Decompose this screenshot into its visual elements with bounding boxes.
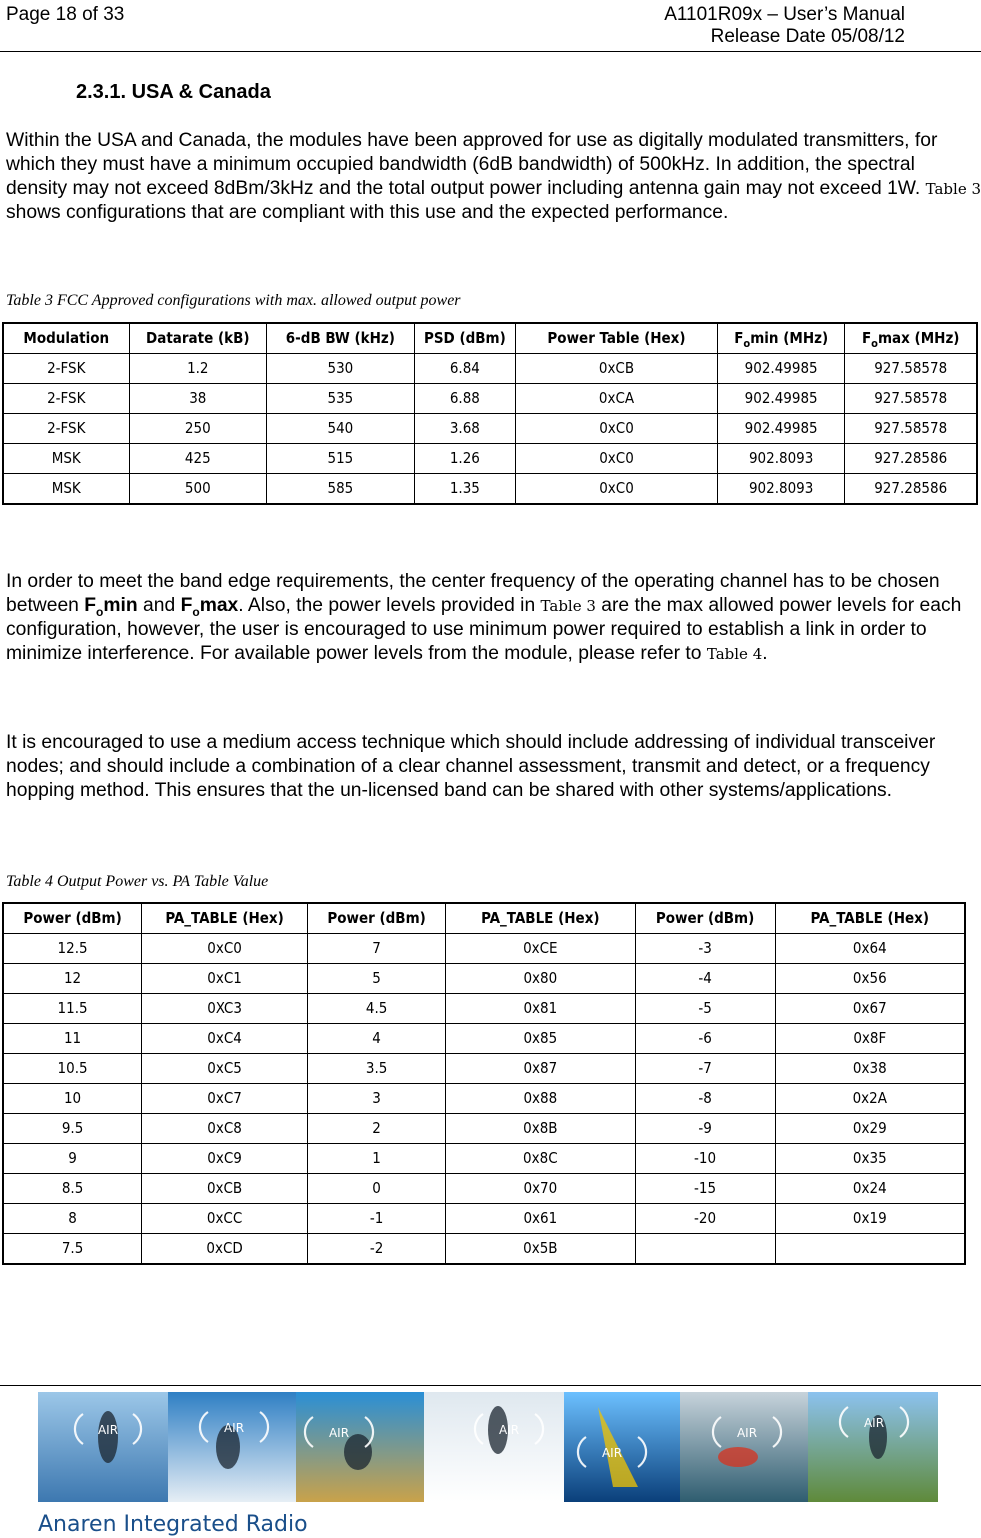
table-row: [3, 414, 977, 444]
text-part: .: [762, 643, 768, 664]
table-cell: 902.49985: [717, 414, 845, 444]
table-row: [3, 444, 977, 474]
table-row: [3, 964, 965, 994]
table-cell: 0: [308, 1174, 446, 1204]
table-header-cell: [717, 323, 845, 354]
table-cell: 0x64: [775, 934, 965, 964]
table-cell: 11.5: [3, 994, 142, 1024]
table-cell: 0xC4: [142, 1024, 308, 1054]
document-title: A1101R09x – User’s Manual: [664, 4, 905, 25]
table-row: [3, 1144, 965, 1174]
table-row: [3, 1234, 965, 1265]
table-cell: 515: [267, 444, 415, 474]
table-cell: 0x29: [775, 1114, 965, 1144]
table-cell: 927.58578: [845, 354, 977, 384]
table-header-cell: PA_TABLE (Hex): [446, 903, 635, 934]
table-cell: -10: [635, 1144, 775, 1174]
mac-paragraph: It is encouraged to use a medium access technique which should include addressing of individual transceiver nodes; and should include a combination of a clear channel assessment, transmit and detect, or a frequency hopping method. This ensures that the un-licensed band can be shared with other systems/applications.: [6, 732, 936, 801]
fmax-label: max (MHz): [877, 329, 960, 347]
air-badge: AIR: [223, 1421, 245, 1435]
intro-text-tail: shows configurations that are compliant with this use and the expected performance.: [6, 202, 729, 223]
table-cell: 902.8093: [717, 444, 845, 474]
table-cell: 0xC1: [142, 964, 308, 994]
table-cell: 585: [267, 474, 415, 505]
air-badge: AIR: [736, 1426, 758, 1440]
table-cell: -2: [308, 1234, 446, 1265]
table-cell: 0x70: [446, 1174, 635, 1204]
table-cell: 8.5: [3, 1174, 142, 1204]
table-cell: 8: [3, 1204, 142, 1234]
table-cell: 902.8093: [717, 474, 845, 505]
table-cell: -20: [635, 1204, 775, 1234]
table-cell: 2-FSK: [3, 354, 129, 384]
fmin-label: min (MHz): [750, 329, 829, 347]
table-header-cell: [845, 323, 977, 354]
table-cell: 500: [129, 474, 267, 505]
table-cell: [775, 1234, 965, 1265]
table-cell: 1.26: [414, 444, 515, 474]
table-cell: 425: [129, 444, 267, 474]
table-cell: 540: [267, 414, 415, 444]
table-cell: 12.5: [3, 934, 142, 964]
table-cell: 9: [3, 1144, 142, 1174]
table-cell: 0x8B: [446, 1114, 635, 1144]
air-badge: AIR: [601, 1446, 623, 1460]
freq-subscript: o: [871, 337, 878, 350]
text-part: . Also, the power levels provided in: [238, 595, 541, 616]
freq-subscript: o: [743, 337, 751, 350]
table-cell: -7: [635, 1054, 775, 1084]
table-header-cell: Power (dBm): [308, 903, 446, 934]
text-part: and: [137, 595, 181, 616]
table-cell: 0x35: [775, 1144, 965, 1174]
table-cell: 0xC9: [142, 1144, 308, 1174]
table-cell: 927.58578: [845, 414, 977, 444]
table-row: [3, 1114, 965, 1144]
section-title: 2.3.1. USA & Canada: [76, 81, 271, 103]
table-cell: 0xC0: [516, 474, 718, 505]
table-header-cell: PSD (dBm): [414, 323, 515, 354]
table-cell: 902.49985: [717, 354, 845, 384]
table-cell: -9: [635, 1114, 775, 1144]
table-row: [3, 384, 977, 414]
table-cell: 9.5: [3, 1114, 142, 1144]
table-cell: 902.49985: [717, 384, 845, 414]
table-cell: 0xCE: [446, 934, 635, 964]
photo-kayaker: [680, 1392, 808, 1502]
table-cell: 1: [308, 1144, 446, 1174]
table-row: [3, 1024, 965, 1054]
table-row: [3, 994, 965, 1024]
table-cell: 4.5: [308, 994, 446, 1024]
table-cell: -3: [635, 934, 775, 964]
table-cell: 10.5: [3, 1054, 142, 1084]
table-row: [3, 1084, 965, 1114]
table-row: [3, 1054, 965, 1084]
brand-name: Anaren Integrated Radio: [38, 1512, 308, 1537]
table-header-cell: Power (dBm): [3, 903, 142, 934]
table-row: [3, 1174, 965, 1204]
document-header: [664, 4, 905, 48]
air-badge: AIR: [97, 1423, 119, 1437]
footer-photo-banner: [38, 1392, 938, 1502]
fmin-term: $F_o\min$: [84, 595, 138, 619]
table-cell: -5: [635, 994, 775, 1024]
table-cell: 38: [129, 384, 267, 414]
table-4-reference[interactable]: Table 4: [706, 645, 763, 663]
table-cell: 0x88: [446, 1084, 635, 1114]
table-cell: 0xC0: [142, 934, 308, 964]
fmin-label: min: [103, 595, 138, 616]
table-3-reference[interactable]: Table 3: [540, 597, 596, 615]
table-cell: 0xCC: [142, 1204, 308, 1234]
table-row: [3, 934, 965, 964]
table-cell: 0x87: [446, 1054, 635, 1084]
table-cell: -1: [308, 1204, 446, 1234]
table-cell: 0x19: [775, 1204, 965, 1234]
intro-paragraph: [6, 129, 981, 225]
table-cell: 3.68: [414, 414, 515, 444]
fcc-config-table: [2, 322, 978, 505]
table-cell: 10: [3, 1084, 142, 1114]
header-divider: [0, 51, 981, 52]
table-cell: 0x80: [446, 964, 635, 994]
air-badge: AIR: [328, 1426, 350, 1440]
table-cell: MSK: [3, 444, 129, 474]
table-cell: 6.88: [414, 384, 515, 414]
table-cell: 0x56: [775, 964, 965, 994]
table-cell: 2-FSK: [3, 384, 129, 414]
table-cell: 3: [308, 1084, 446, 1114]
table-cell: 0x81: [446, 994, 635, 1024]
table-header-row: [3, 323, 977, 354]
table-cell: -4: [635, 964, 775, 994]
band-edge-paragraph: [6, 570, 981, 666]
table-header-cell: Power Table (Hex): [516, 323, 718, 354]
table-cell: 0x5B: [446, 1234, 635, 1265]
fmax-label: max: [199, 595, 239, 616]
table-cell: 1.35: [414, 474, 515, 505]
table-cell: 7: [308, 934, 446, 964]
table-cell: 0XC3: [142, 994, 308, 1024]
table-cell: 0xCD: [142, 1234, 308, 1265]
table-cell: 0xCA: [516, 384, 718, 414]
table-cell: 2-FSK: [3, 414, 129, 444]
table-3-reference[interactable]: Table 3: [925, 180, 981, 198]
table-cell: 0x2A: [775, 1084, 965, 1114]
table-cell: 0x38: [775, 1054, 965, 1084]
table-cell: 0x8F: [775, 1024, 965, 1054]
table-cell: 0x8C: [446, 1144, 635, 1174]
freq-symbol: F: [734, 329, 744, 347]
table-header-cell: 6-dB BW (kHz): [267, 323, 415, 354]
table-cell: -8: [635, 1084, 775, 1114]
table-cell: 4: [308, 1024, 446, 1054]
table-header-cell: Datarate (kB): [129, 323, 267, 354]
table-header-cell: Power (dBm): [635, 903, 775, 934]
table-4-caption: Table 4 Output Power vs. PA Table Value: [6, 873, 269, 890]
table-cell: 0x67: [775, 994, 965, 1024]
fmax-term: $F_o\max$: [180, 595, 239, 619]
table-cell: 12: [3, 964, 142, 994]
table-cell: 0xC0: [516, 444, 718, 474]
table-header-cell: PA_TABLE (Hex): [775, 903, 965, 934]
table-cell: 0xCB: [516, 354, 718, 384]
table-cell: 7.5: [3, 1234, 142, 1265]
table-cell: 3.5: [308, 1054, 446, 1084]
table-cell: MSK: [3, 474, 129, 505]
table-cell: 535: [267, 384, 415, 414]
footer-divider: [0, 1385, 981, 1386]
table-cell: 0x85: [446, 1024, 635, 1054]
table-cell: 1.2: [129, 354, 267, 384]
table-cell: 0xCB: [142, 1174, 308, 1204]
table-cell: 0xC8: [142, 1114, 308, 1144]
table-cell: 5: [308, 964, 446, 994]
table-cell: -15: [635, 1174, 775, 1204]
table-row: [3, 1204, 965, 1234]
freq-symbol: F: [861, 329, 872, 347]
table-cell: 0xC5: [142, 1054, 308, 1084]
table-cell: -6: [635, 1024, 775, 1054]
table-cell: 0x61: [446, 1204, 635, 1234]
table-cell: 2: [308, 1114, 446, 1144]
table-cell: 927.28586: [845, 444, 977, 474]
table-row: [3, 354, 977, 384]
text-part: In order to meet the band edge requirements, the center frequency of the operating channel has to be chosen between: [6, 571, 940, 616]
table-cell: 0xC0: [516, 414, 718, 444]
release-date: Release Date 05/08/12: [710, 26, 905, 47]
table-cell: 6.84: [414, 354, 515, 384]
table-cell: 0xC7: [142, 1084, 308, 1114]
table-cell: 927.58578: [845, 384, 977, 414]
intro-text: Within the USA and Canada, the modules have been approved for use as digitally modulated transmitters, for which they must have a minimum occupied bandwidth (6dB bandwidth) of 500kHz. In addition, the spectral density may not exceed 8dBm/3kHz and the total output power including antenna gain may not exceed 1W.: [6, 130, 938, 199]
table-cell: 250: [129, 414, 267, 444]
output-power-table: [2, 902, 966, 1265]
table-header-row: [3, 903, 965, 934]
air-badge: AIR: [863, 1416, 885, 1430]
table-cell: [635, 1234, 775, 1265]
table-header-cell: PA_TABLE (Hex): [142, 903, 308, 934]
table-3-caption: Table 3 FCC Approved configurations with max. allowed output power: [6, 292, 461, 309]
text-part: are the max allowed power levels for each configuration, however, the user is encouraged to use minimum power required to establish a link in order to minimize interference. For available power levels from the module, please refer to: [6, 595, 962, 664]
air-badge: AIR: [498, 1423, 520, 1437]
table-cell: 11: [3, 1024, 142, 1054]
table-header-cell: Modulation: [3, 323, 129, 354]
table-cell: 0x24: [775, 1174, 965, 1204]
table-row: [3, 474, 977, 505]
page-number: Page 18 of 33: [6, 4, 125, 25]
table-cell: 530: [267, 354, 415, 384]
table-cell: 927.28586: [845, 474, 977, 505]
